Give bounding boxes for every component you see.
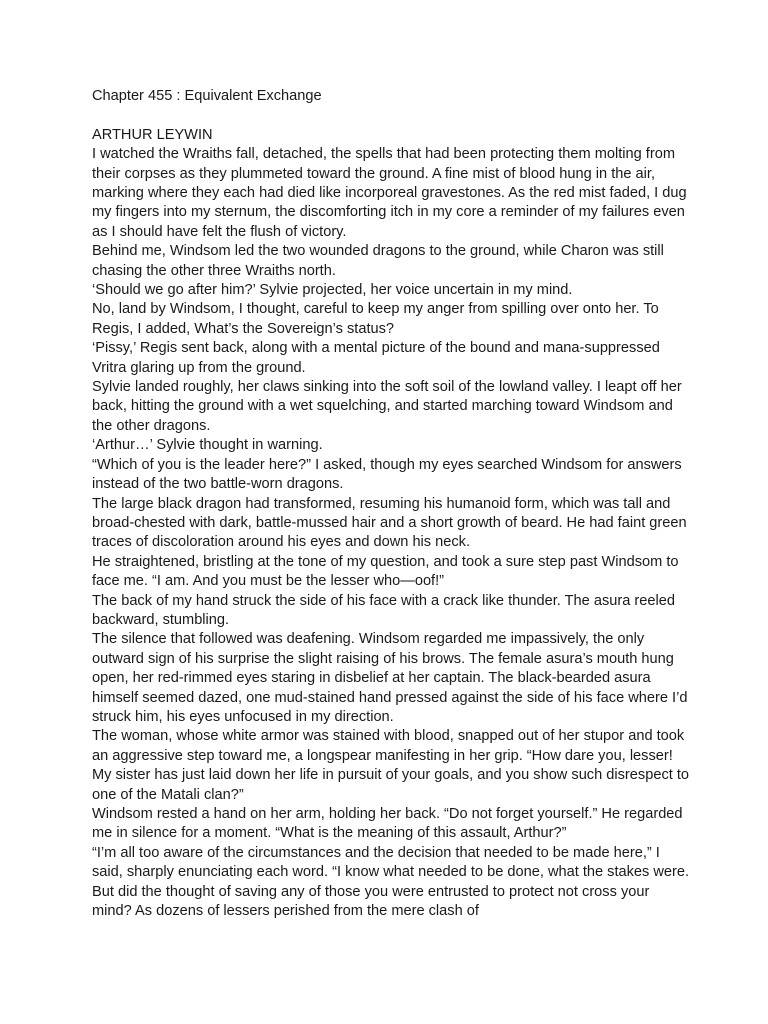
paragraph: He straightened, bristling at the tone of my question, and took a sure step past Windsom to face me. “I am. And you must be the lesser who—oof!”	[92, 553, 679, 590]
paragraph: Windsom rested a hand on her arm, holding her back. “Do not forget yourself.” He regarded me in silence for a moment. “What is the meaning of this assault, Arthur?”	[92, 806, 683, 842]
paragraph: Behind me, Windsom led the two wounded dragons to the ground, while Charon was still chasing the other three Wraiths north.	[92, 243, 664, 279]
paragraph: Sylvie landed roughly, her claws sinking into the soft soil of the lowland valley. I leapt off her back, hitting the ground with a wet squelching, and started marching toward Windsom and the other dragons.	[92, 379, 682, 434]
paragraph: The silence that followed was deafening. Windsom regarded me impassively, the only outward sign of his surprise the slight raising of his brows. The female asura’s mouth hung open, her red-rimmed eyes staring in disbelief at her captain. The black-bearded asura himself seemed dazed, one mud-stained hand pressed against the side of his face where I’d struck him, his eyes unfocused in my direction.	[92, 631, 688, 725]
paragraph: ‘Pissy,’ Regis sent back, along with a mental picture of the bound and mana-suppressed Vritra glaring up from the ground.	[92, 340, 660, 376]
paragraph: “Which of you is the leader here?” I asked, though my eyes searched Windsom for answers instead of the two battle-worn dragons.	[92, 456, 682, 493]
paragraph: ‘Arthur…’ Sylvie thought in warning.	[92, 437, 323, 454]
chapter-body	[92, 145, 692, 921]
paragraph: ‘Should we go after him?’ Sylvie projected, her voice uncertain in my mind.	[92, 282, 573, 299]
paragraph: No, land by Windsom, I thought, careful to keep my anger from spilling over onto her. To Regis, I added, What’s the Sovereign’s status?	[92, 301, 659, 337]
pov-heading: ARTHUR LEYWIN	[92, 126, 213, 143]
paragraph: The back of my hand struck the side of his face with a crack like thunder. The asura reeled backward, stumbling.	[92, 592, 675, 628]
document-page	[92, 87, 692, 921]
paragraph: “I’m all too aware of the circumstances and the decision that needed to be made here,” I said, sharply enunciating each word. “I know what needed to be done, what the stakes were. But did the thought of saving any of those you were entrusted to protect not cross your mind? As dozens of lessers perished from the mere clash of	[92, 844, 690, 920]
paragraph: The woman, whose white armor was stained with blood, snapped out of her stupor and took an aggressive step toward me, a longspear manifesting in her grip. “How dare you, lesser! My sister has just laid down her life in pursuit of your goals, and you show such disrespect to one of the Matali clan?”	[92, 728, 690, 803]
paragraph: I watched the Wraiths fall, detached, the spells that had been protecting them molting from their corpses as they plummeted toward the ground. A fine mist of blood hung in the air, marking where they each had died like incorporeal gravestones. As the red mist faded, I dug my fingers into my sternum, the discomforting itch in my core a reminder of my failures even as I should have felt the flush of victory.	[92, 146, 687, 240]
chapter-title: Chapter 455 : Equivalent Exchange	[92, 88, 322, 104]
paragraph: The large black dragon had transformed, resuming his humanoid form, which was tall and broad-chested with dark, battle-mussed hair and a short growth of beard. He had faint green traces of discoloration around his eyes and down his neck.	[92, 495, 687, 551]
